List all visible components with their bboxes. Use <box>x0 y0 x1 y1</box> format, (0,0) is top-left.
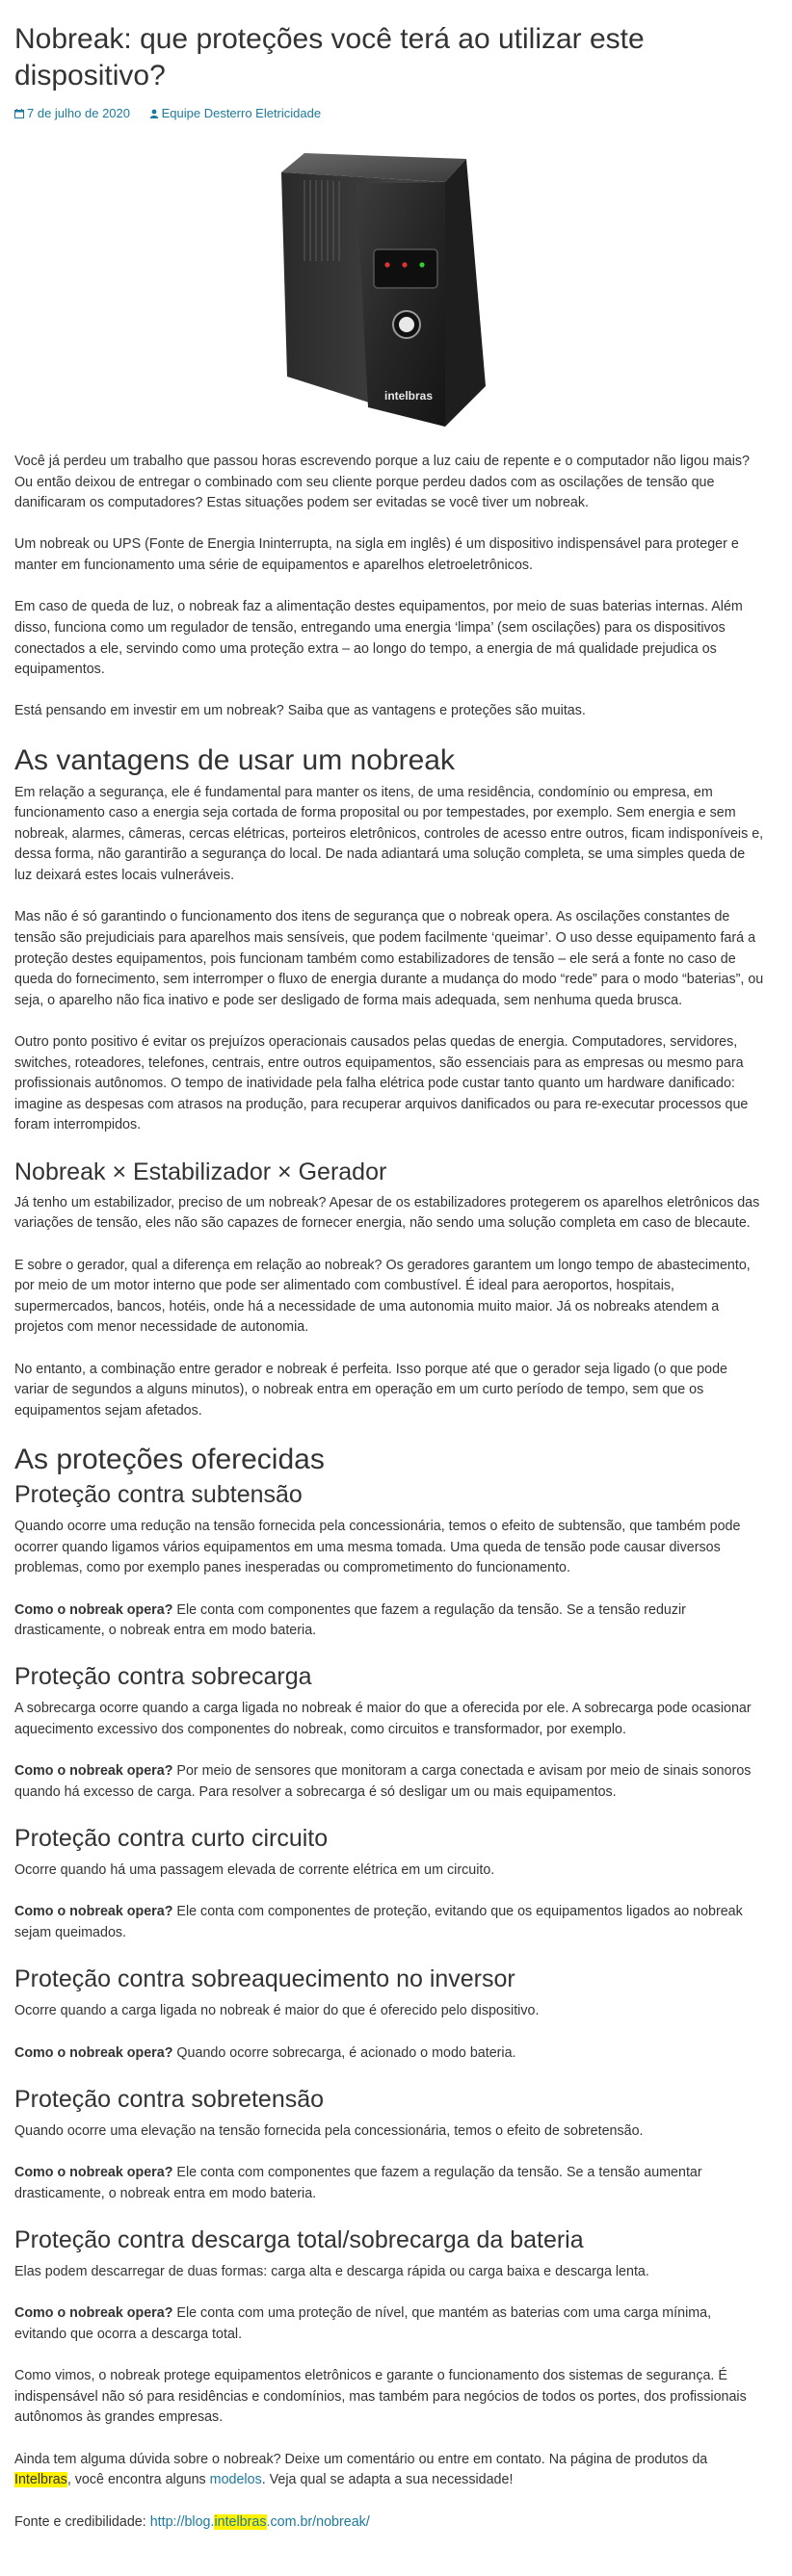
protection-description: Elas podem descarregar de duas formas: carga alta e descarga rápida ou carga baixa e descarga lenta. <box>14 2264 649 2280</box>
protection-title: Proteção contra sobreaquecimento no inversor <box>14 1965 515 1993</box>
section-heading-comparativo: Nobreak × Estabilizador × Gerador <box>14 1158 387 1185</box>
post-author-link[interactable] <box>149 106 329 120</box>
post-date-link[interactable] <box>14 106 142 120</box>
section-heading-protecoes: As proteções oferecidas <box>14 1444 325 1476</box>
how-label: Como o nobreak opera? <box>14 2165 173 2181</box>
post-date: 7 de julho de 2020 <box>27 106 130 120</box>
protection-title: Proteção contra sobretensão <box>14 2085 325 2113</box>
source-link[interactable] <box>150 2514 370 2530</box>
modelos-link[interactable]: modelos <box>209 2472 262 2488</box>
source-url-prefix: http://blog. <box>149 2513 215 2530</box>
intro <box>14 452 764 722</box>
brand-highlight: Intelbras <box>14 2472 67 2488</box>
protection-title: Proteção contra curto circuito <box>14 1825 329 1853</box>
how-text: Ele conta com componentes de proteção, evitando que os equipamentos ligados ao nobreak sejam queimados. <box>14 1904 743 1941</box>
how-label: Como o nobreak opera? <box>14 1763 173 1780</box>
protection-how <box>14 2163 764 2204</box>
how-text: Ele conta com uma proteção de nível, que mantém as baterias com uma carga mínima, evitando que ocorra a descarga total. <box>14 2305 712 2342</box>
how-label: Como o nobreak opera? <box>14 2305 173 2322</box>
how-text: Quando ocorre sobrecarga, é acionado o modo bateria. <box>176 2044 516 2061</box>
protection-title: Proteção contra descarga total/sobrecarga da bateria <box>14 2226 584 2254</box>
article <box>14 21 764 2554</box>
conclusion-paragraph: Como vimos, o nobreak protege equipamentos eletrônicos e garante o funcionamento dos sistemas de segurança. É indispensável não só para residências e condomínios, mas também para negócios de todos os portes, dos profissionais autônomos às grandes empresas. <box>14 2368 747 2426</box>
intro-paragraph: Em caso de queda de luz, o nobreak faz a alimentação destes equipamentos, por meio de suas baterias internas. Além disso, funciona como um regulador de tensão, entregando uma energia ‘limpa’ (sem oscilações) para os dispositivos conectados a ele, servindo como uma proteção extra – ao longo do tempo, a energia de má qualidade prejudica os equipamentos. <box>14 599 743 678</box>
intro-paragraph: Um nobreak ou UPS (Fonte de Energia Ininterrupta, na sigla em inglês) é um dispositivo indispensável para proteger e manter em funcionamento uma série de equipamentos e aparelhos eletroeletrônicos. <box>14 536 739 574</box>
comparativo-paragraph: E sobre o gerador, qual a diferença em relação ao nobreak? Os geradores garantem um longo tempo de abastecimento, por meio de um motor interno que pode ser alimentado com combustível. É ideal para aeroportos, hospitais, supermercados, bancos, hotéis, onde há a necessidade de uma autonomia muito maior. Já os nobreaks atendem a projetos com menor necessidade de autonomia. <box>14 1257 751 1336</box>
protection-title: Proteção contra sobrecarga <box>14 1663 312 1691</box>
protection-how <box>14 2303 764 2345</box>
cta-text: Ainda tem alguma dúvida sobre o nobreak? Deixe um comentário ou entre em contato. Na página de produtos da <box>14 2451 708 2467</box>
how-label: Como o nobreak opera? <box>14 1904 173 1920</box>
cta-text: . Veja qual se adapta a sua necessidade! <box>261 2472 514 2488</box>
protection-description: Quando ocorre uma elevação na tensão fornecida pela concessionária, temos o efeito de sobretensão. <box>14 2122 644 2139</box>
protection-how <box>14 2043 764 2065</box>
brand-logo: intelbras <box>383 389 434 403</box>
how-text: Ele conta com componentes que fazem a regulação da tensão. Se a tensão aumentar drasticamente, o nobreak entra em modo bateria. <box>14 2165 702 2201</box>
post-title: Nobreak: que proteções você terá ao utilizar este dispositivo? <box>14 23 645 91</box>
calendar-icon <box>14 109 24 118</box>
protection-how <box>14 1761 764 1803</box>
vantagens-paragraph: Outro ponto positivo é evitar os prejuízos operacionais causados pelas quedas de energia. Computadores, servidores, switches, roteadores, telefones, centrais, entre outros equipamentos, são essenciais para as empresas ou mesmo para profissionais autônomos. O tempo de inatividade pela falha elétrica pode custar tanto quanto um hardware danificado: imagine as despesas com atrasos na produção, para recuperar arquivos danificados ou para re-executar processos que foram interrompidos. <box>14 1034 749 1133</box>
post-author: Equipe Desterro Eletricidade <box>161 106 322 120</box>
user-icon <box>149 109 159 118</box>
protection-description: A sobrecarga ocorre quando a carga ligada no nobreak é maior do que a oferecida por ele. A sobrecarga pode ocasionar aquecimento excessivo dos componentes do nobreak, como circuitos e transformador, por exemplo. <box>14 1701 752 1737</box>
protection-description: Ocorre quando há uma passagem elevada de corrente elétrica em um circuito. <box>14 1862 495 1879</box>
cta-text: , você encontra alguns <box>66 2472 210 2488</box>
source-paragraph <box>14 2512 764 2534</box>
how-label: Como o nobreak opera? <box>14 1601 173 1618</box>
vantagens-paragraph: Mas não é só garantindo o funcionamento dos itens de segurança que o nobreak opera. As oscilações constantes de tensão são prejudiciais para aparelhos mais sensíveis, que podem facilmente ‘queimar’. O uso desse equipamento fará a proteção destes equipamentos, pois funcionam também como estabilizadores de tensão – ele será a fonte no caso de queda do fornecimento, sem interromper o fluxo de energia durante a mudança do modo “rede” para o modo “baterias”, ou seja, o aparelho não fica inativo e pode ser desligado de forma mais adequada, sem nenhuma queda brusca. <box>14 909 764 1008</box>
vantagens-paragraph: Em relação a segurança, ele é fundamental para manter os itens, de uma residência, condomínio ou empresa, em funcionamento caso a energia seja cortada de forma proposital ou por tempestades, por exemplo. Sem energia e sem nobreak, alarmes, câmeras, cercas elétricas, porteiros eletrônicos, controles de acesso entre outros, ficam indisponíveis e, dessa forma, não garantirão a segurança do local. De nada adiantará uma solução completa, se uma simples queda de luz deixará estes locais vulneráveis. <box>14 784 764 884</box>
comparativo-paragraph: No entanto, a combinação entre gerador e nobreak é perfeita. Isso porque até que o gerador seja ligado (o que pode variar de segundos a alguns minutos), o nobreak entra em operação em um curto período de tempo, sem que os equipamentos sejam afetados. <box>14 1361 727 1418</box>
comparativo-paragraph: Já tenho um estabilizador, preciso de um nobreak? Apesar de os estabilizadores protegerem os aparelhos eletrônicos das variações de tensão, eles não são capazes de fornecer energia, não sendo uma solução completa em caso de blecaute. <box>14 1194 760 1232</box>
how-text: Por meio de sensores que monitoram a carga conectada e avisam por meio de sinais sonoros quando há excesso de carga. Para resolver a sobrecarga é só desligar um ou mais equipamentos. <box>14 1763 752 1800</box>
intro-paragraph: Está pensando em investir em um nobreak? Saiba que as vantagens e proteções são muitas. <box>14 703 586 719</box>
how-label: Como o nobreak opera? <box>14 2044 173 2061</box>
how-text: Ele conta com componentes que fazem a regulação da tensão. Se a tensão reduzir drasticamente, o nobreak entra em modo bateria. <box>14 1601 686 1639</box>
section-heading-vantagens: As vantagens de usar um nobreak <box>14 743 455 776</box>
protection-description: Ocorre quando a carga ligada no nobreak é maior do que é oferecido pelo dispositivo. <box>14 2003 540 2019</box>
source-url-suffix: .com.br/nobreak/ <box>266 2513 370 2530</box>
cta-paragraph <box>14 2450 764 2491</box>
nobreak-product-image <box>245 145 534 434</box>
intro-paragraph: Você já perdeu um trabalho que passou horas escrevendo porque a luz caiu de repente e o computador não ligou mais? Ou então deixou de entregar o combinado com seu cliente porque perdeu dados com as oscilações de tensão que danificaram os computadores? Estas situações podem ser evitadas se você tiver um nobreak. <box>14 454 751 511</box>
protection-title: Proteção contra subtensão <box>14 1481 303 1509</box>
source-url-brand: intelbras <box>214 2513 267 2530</box>
protection-how <box>14 1600 764 1642</box>
post-meta <box>14 106 764 120</box>
protection-how <box>14 1902 764 1943</box>
protection-description: Quando ocorre uma redução na tensão fornecida pela concessionária, temos o efeito de subtensão, que também pode ocorrer quando ligamos vários equipamentos em uma mesma tomada. Uma queda de tensão pode causar diversos problemas, como por exemplo panes inesperadas ou comprometimento do funcionamento. <box>14 1519 741 1576</box>
source-label: Fonte e credibilidade: <box>14 2513 150 2530</box>
